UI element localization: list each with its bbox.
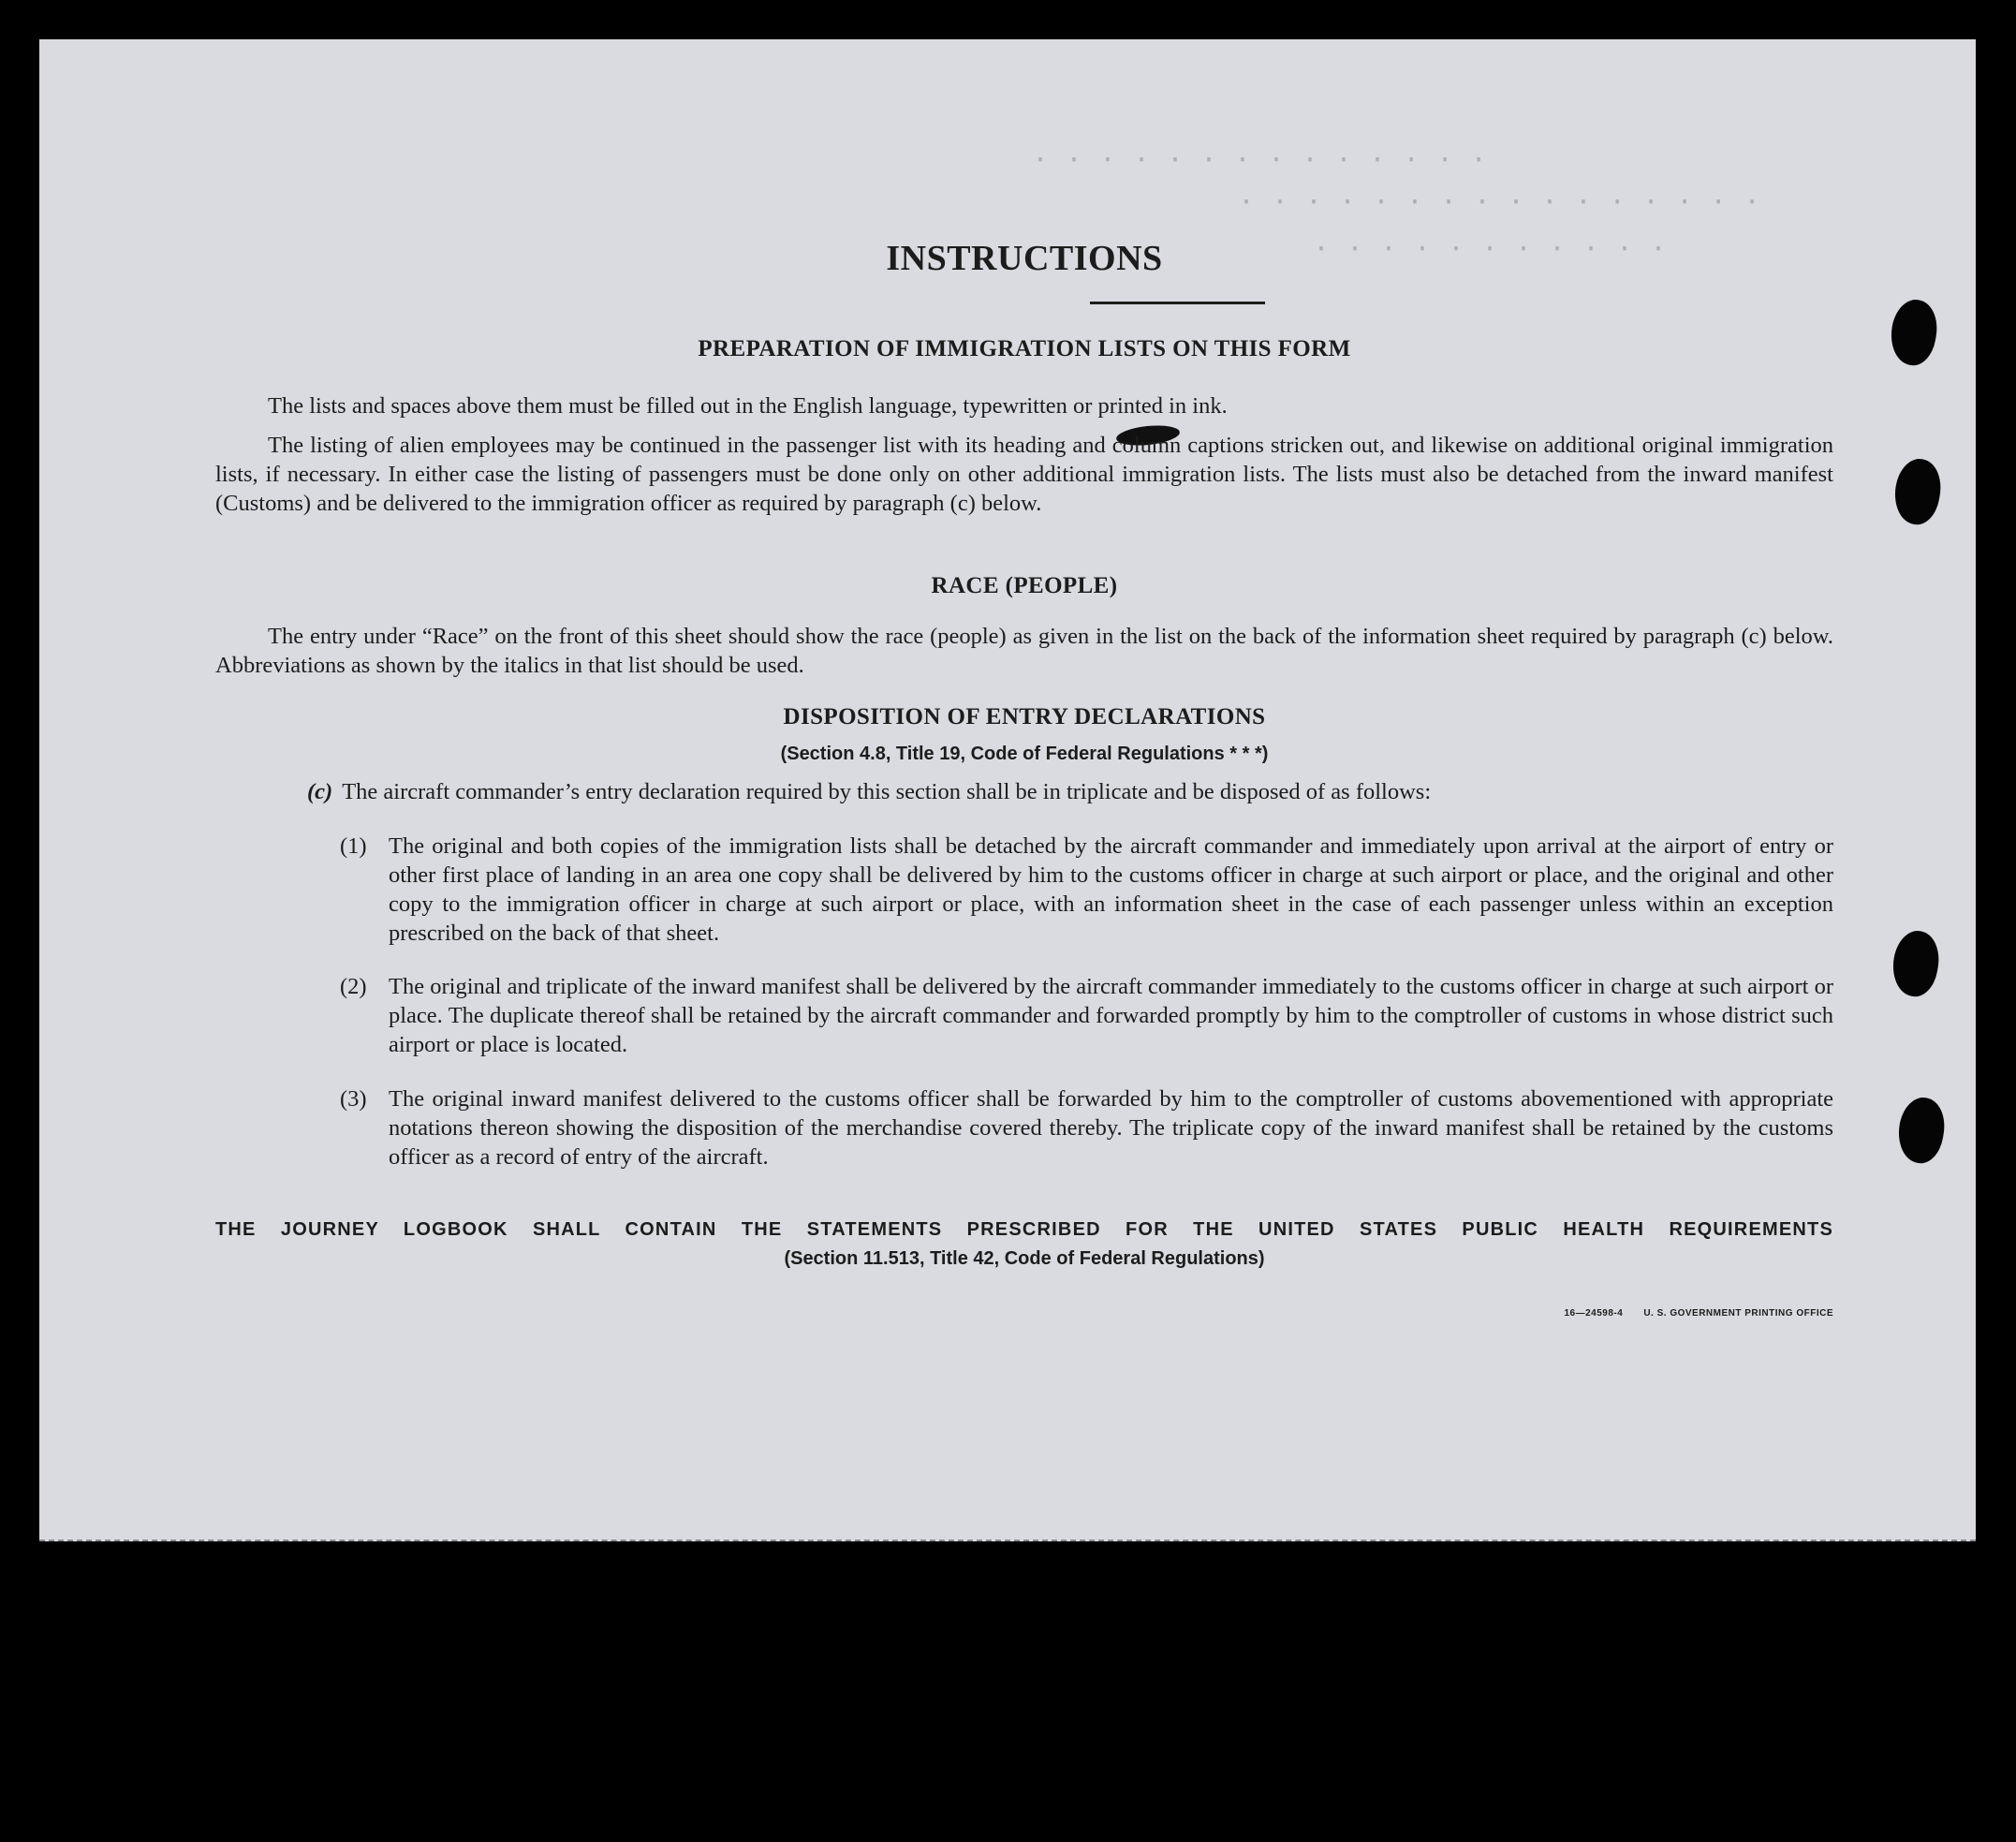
title-underline — [1090, 302, 1265, 304]
bleed-through-decoration: · · · · · · · · · · · · · · — [1032, 142, 1488, 174]
paragraph-alien-employees: The listing of alien employees may be continued in the passenger list with its heading and column captions stricken out, and likewise on additional original immigration lists, if necessary. In either case the listing of passengers must be done only on other additional immigration lists. The lists must also be detached from the inward manifest (Customs) and be delivered to the immigration officer as required by paragraph (c) below. — [215, 433, 1833, 516]
paragraph-language: The lists and spaces above them must be filled out in the English language, typewritten or printed in ink. — [268, 393, 1228, 419]
list-item-number: (1) — [340, 833, 367, 859]
list-item — [340, 1084, 1833, 1172]
punch-hole — [1888, 927, 1943, 999]
paragraph-race: The entry under “Race” on the front of this sheet should show the race (people) as given in the list on the back of the information sheet required by paragraph (c) below. Abbreviations as shown by the italics in that list should be used. — [215, 624, 1833, 678]
printer-name: U. S. GOVERNMENT PRINTING OFFICE — [1643, 1308, 1833, 1319]
clause-label: (c) — [307, 779, 333, 804]
list-item — [340, 972, 1833, 1059]
document-sheet — [39, 39, 1976, 1541]
list-item-text: The original and triplicate of the inward manifest shall be delivered by the aircraft commander immediately to the customs officer in charge at such airport or place. The duplicate thereof shall be retained by the aircraft commander and forwarded promptly by him to the comptroller of customs in whose district such airport or place is located. — [389, 974, 1833, 1057]
clause-c — [307, 777, 1833, 806]
punch-hole — [1886, 296, 1941, 368]
punch-hole — [1890, 455, 1945, 527]
list-item-number: (3) — [340, 1086, 367, 1112]
bleed-through-decoration: · · · · · · · · · · · · · · · · — [1238, 184, 1761, 216]
section-heading-disposition: DISPOSITION OF ENTRY DECLARATIONS — [783, 704, 1266, 729]
section-heading-race: RACE (PEOPLE) — [931, 573, 1118, 598]
public-health-citation: (Section 11.513, Title 42, Code of Federal Regulations) — [784, 1248, 1265, 1269]
form-number: 16—24598-4 — [1564, 1308, 1624, 1319]
bleed-through-decoration: · · · · · · · · · · · — [1313, 231, 1668, 263]
list-item-text: The original and both copies of the immigration lists shall be detached by the aircraft commander and immediately upon arrival at the airport of entry or other first place of landing in an area one copy shall be delivered by him to the customs officer in charge at such airport or place, and the original and other copy to the immigration officer in charge at such airport or place, with an information sheet in the case of each passenger unless within an exception prescribed on the back of that sheet. — [389, 833, 1833, 946]
public-health-statement: THE JOURNEY LOGBOOK SHALL CONTAIN THE STATEMENTS PRESCRIBED FOR THE UNITED STATES PUBLIC HEALTH REQUIREMENTS — [215, 1219, 1833, 1240]
punch-hole — [1893, 1094, 1949, 1166]
section-citation: (Section 4.8, Title 19, Code of Federal Regulations * * *) — [780, 744, 1269, 764]
list-item — [340, 832, 1833, 948]
list-item-text: The original inward manifest delivered to the customs officer shall be forwarded by him to the comptroller of customs abovementioned with appropriate notations thereon showing the disposition of the merchandise covered thereby. The triplicate copy of the inward manifest shall be retained by the customs officer as a record of entry of the aircraft. — [389, 1086, 1833, 1170]
clause-text: The aircraft commander’s entry declaration required by this section shall be in triplicate and be disposed of as follows: — [342, 779, 1432, 804]
section-heading-preparation: PREPARATION OF IMMIGRATION LISTS ON THIS FORM — [698, 336, 1351, 361]
list-item-number: (2) — [340, 974, 367, 999]
document-title: INSTRUCTIONS — [886, 239, 1163, 278]
printer-imprint — [1543, 1308, 1833, 1319]
